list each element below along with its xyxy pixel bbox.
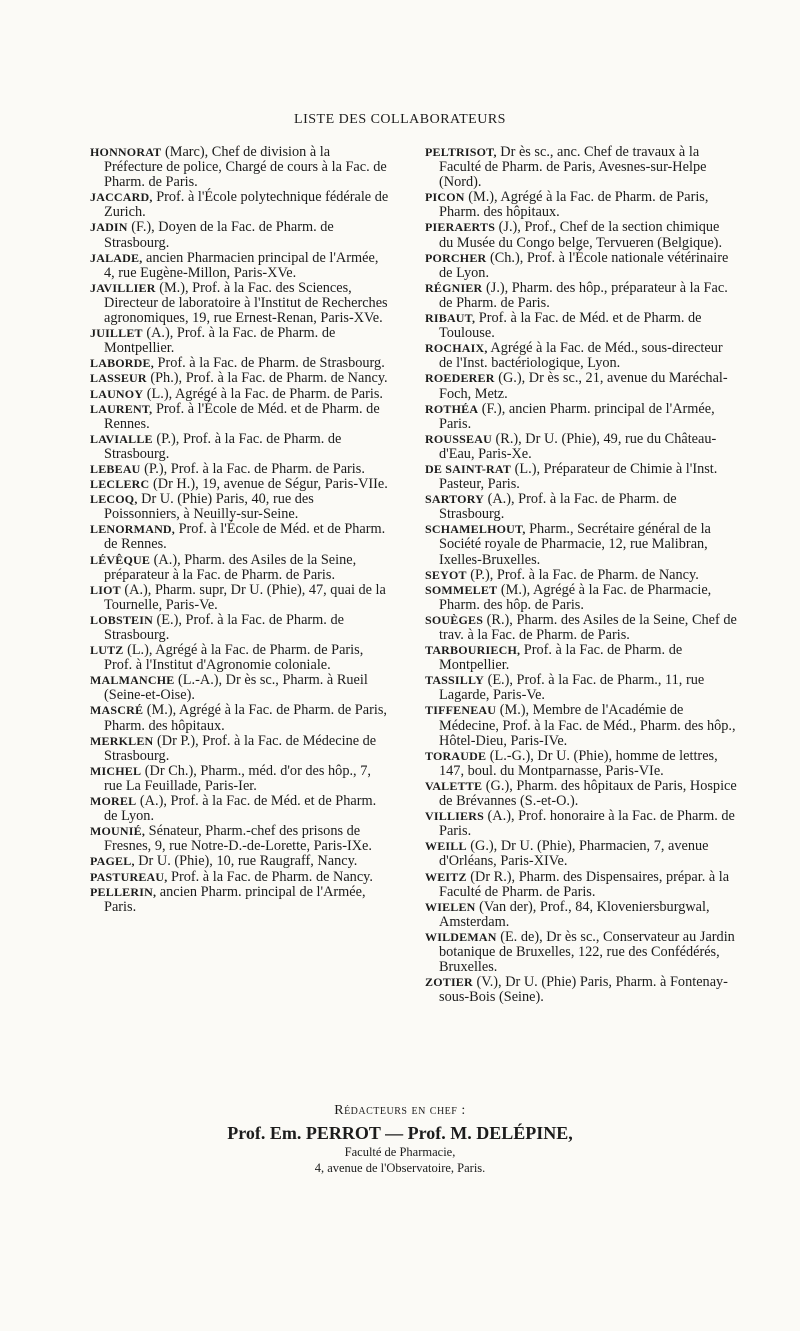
collaborator-details: (M.), Membre de l'Académie de Médecine, Prof. à la Fac. de Méd., Pharm. des hôp., Hôtel-Dieu, Paris-IVe. — [439, 702, 736, 749]
collaborator-entry — [425, 568, 737, 583]
collaborator-entry — [90, 583, 390, 613]
left-column — [90, 145, 390, 915]
collaborator-details: (G.), Pharm. des hôpitaux de Paris, Hospice de Brévannes (S.-et-O.). — [439, 777, 737, 810]
collaborator-details: (A.), Prof. à la Fac. de Pharm. de Strasbourg. — [439, 491, 677, 523]
collaborator-entry — [425, 492, 737, 522]
collaborator-name: JAVILLIER — [90, 280, 156, 295]
collaborator-entry — [90, 251, 390, 281]
collaborator-name: PIERAERTS — [425, 220, 496, 235]
collaborator-entry — [90, 643, 390, 673]
collaborator-name: WIELEN — [425, 899, 476, 914]
collaborator-name: LOBSTEIN — [90, 612, 153, 627]
collaborator-name: JADIN — [90, 220, 128, 235]
collaborator-entry — [90, 432, 390, 462]
collaborator-entry — [90, 477, 390, 492]
collaborator-details: (Dr Ch.), Pharm., méd. d'or des hôp., 7, rue La Feuillade, Paris-Ier. — [104, 762, 371, 794]
collaborator-details: (V.), Dr U. (Phie) Paris, Pharm. à Fontenay-sous-Bois (Seine). — [439, 974, 728, 1006]
collaborator-details: (Marc), Chef de division à la Préfecture de police, Chargé de cours à la Fac. de Pharm. de Paris. — [104, 144, 387, 191]
collaborator-details: (F.), Doyen de la Fac. de Pharm. de Strasbourg. — [104, 219, 334, 251]
collaborator-name: TASSILLY — [425, 673, 484, 688]
collaborator-name: RIBAUT, — [425, 311, 476, 326]
collaborator-details: (A.), Prof. à la Fac. de Pharm. de Montpellier. — [104, 325, 336, 357]
collaborator-details: (Dr P.), Prof. à la Fac. de Médecine de Strasbourg. — [104, 732, 377, 764]
collaborator-name: LÉVÊQUE — [90, 552, 151, 567]
collaborator-name: PICON — [425, 190, 465, 205]
collaborator-name: VALETTE — [425, 778, 483, 793]
collaborator-details: Sénateur, Pharm.-chef des prisons de Fresnes, 9, rue Notre-D.-de-Lorette, Paris-IXe. — [104, 823, 372, 855]
collaborator-details: (L.), Agrégé à la Fac. de Pharm. de Paris. — [146, 385, 384, 402]
collaborator-entry — [425, 809, 737, 839]
right-column — [425, 145, 737, 1005]
collaborator-entry — [90, 326, 390, 356]
editors-label: Rédacteurs en chef : — [334, 1103, 466, 1118]
collaborator-name: LAVIALLE — [90, 431, 153, 446]
collaborator-name: MOREL — [90, 794, 137, 809]
collaborator-details: ancien Pharm. principal de l'Armée, Paris. — [104, 883, 366, 915]
collaborator-entry — [425, 402, 737, 432]
collaborator-entry — [425, 975, 737, 1005]
collaborator-details: (A.), Pharm. supr, Dr U. (Phie), 47, quai de la Tournelle, Paris-Ve. — [104, 581, 386, 613]
collaborator-details: Pharm., Secrétaire général de la Société royale de Pharmacie, 12, rue Malibran, Ixelles-Bruxelles. — [439, 521, 711, 568]
collaborator-entry — [425, 281, 737, 311]
collaborator-entry — [425, 462, 737, 492]
collaborator-details: (P.), Prof. à la Fac. de Pharm. de Paris. — [144, 460, 365, 477]
collaborator-entry — [90, 281, 390, 326]
editors-address: 4, avenue de l'Observatoire, Paris. — [314, 1161, 486, 1175]
collaborator-details: (E.), Prof. à la Fac. de Pharm., 11, rue Lagarde, Paris-Ve. — [439, 672, 705, 704]
collaborator-details: Prof. à l'École de Méd. et de Pharm. de Rennes. — [104, 400, 380, 432]
collaborator-name: ROTHÉA — [425, 401, 479, 416]
collaborator-entry — [425, 900, 737, 930]
collaborator-details: (M.), Prof. à la Fac. des Sciences, Directeur de laboratoire à l'Institut de Recherches agronomiques, 19, rue Ernest-Renan, Paris-XVe. — [104, 279, 388, 327]
collaborator-entry — [425, 613, 737, 643]
collaborator-name: TIFFENEAU — [425, 703, 497, 718]
collaborator-details: (Dr R.), Pharm. des Dispensaires, prépar. à la Faculté de Pharm. de Paris. — [439, 868, 730, 900]
collaborator-details: (J.), Prof., Chef de la section chimique du Musée du Congo belge, Tervueren (Belgique). — [439, 219, 723, 251]
collaborator-entry — [425, 145, 737, 190]
footer — [0, 1103, 800, 1176]
collaborator-name: WEILL — [425, 839, 467, 854]
collaborator-entry — [425, 432, 737, 462]
collaborator-name: SCHAMELHOUT, — [425, 522, 526, 537]
collaborator-name: LECOQ, — [90, 492, 138, 507]
collaborator-entry — [425, 371, 737, 401]
collaborator-details: Dr U. (Phie), 10, rue Raugraff, Nancy. — [138, 853, 358, 870]
collaborator-details: (L.-G.), Dr U. (Phie), homme de lettres, 147, boul. du Montparnasse, Paris-VIe. — [439, 747, 718, 779]
collaborator-details: ancien Pharmacien principal de l'Armée, 4, rue Eugène-Millon, Paris-XVe. — [104, 249, 379, 281]
collaborator-details: (E.), Prof. à la Fac. de Pharm. de Strasbourg. — [104, 611, 344, 643]
collaborator-name: DE SAINT-RAT — [425, 461, 512, 476]
collaborator-name: VILLIERS — [425, 809, 484, 824]
collaborator-details: (E. de), Dr ès sc., Conservateur au Jardin botanique de Bruxelles, 122, rue des Confédérés, Bruxelles. — [439, 928, 735, 976]
collaborator-entry — [425, 673, 737, 703]
collaborator-details: (A.), Prof. honoraire à la Fac. de Pharm. de Paris. — [439, 808, 735, 840]
collaborator-entry — [425, 930, 737, 975]
collaborator-name: ROUSSEAU — [425, 431, 492, 446]
collaborator-details: Prof. à la Fac. de Méd. et de Pharm. de Toulouse. — [439, 310, 702, 342]
collaborator-entry — [425, 749, 737, 779]
collaborator-name: LASSEUR — [90, 371, 147, 386]
page-header: LISTE DES COLLABORATEURS — [294, 112, 506, 127]
collaborator-name: WILDEMAN — [425, 929, 497, 944]
collaborator-entry — [90, 764, 390, 794]
collaborator-entry — [425, 703, 737, 748]
editors-names: Prof. Em. PERROT — Prof. M. DELÉPINE, — [227, 1123, 573, 1143]
collaborator-name: SARTORY — [425, 492, 485, 507]
collaborator-entry — [90, 703, 390, 733]
collaborator-name: LABORDE, — [90, 356, 154, 371]
collaborator-details: Dr ès sc., anc. Chef de travaux à la Faculté de Pharm. de Paris, Avesnes-sur-Helpe (Nord). — [439, 144, 707, 191]
collaborator-name: JUILLET — [90, 326, 143, 341]
collaborator-name: HONNORAT — [90, 145, 162, 159]
collaborator-entry — [425, 522, 737, 567]
collaborator-name: LUTZ — [90, 643, 124, 658]
collaborator-entry — [90, 794, 390, 824]
collaborator-entry — [90, 870, 390, 885]
collaborator-name: PAGEL, — [90, 854, 135, 869]
collaborator-name: JALADE, — [90, 250, 143, 265]
collaborator-entry — [90, 673, 390, 703]
collaborator-details: (Dr H.), 19, avenue de Ségur, Paris-VIIe. — [153, 476, 388, 493]
collaborator-name: LECLERC — [90, 477, 150, 492]
collaborator-details: (L.), Agrégé à la Fac. de Pharm. de Paris, Prof. à l'Institut d'Agronomie coloniale. — [104, 642, 364, 674]
collaborator-details: (F.), ancien Pharm. principal de l'Armée, Paris. — [439, 400, 715, 432]
collaborator-details: Prof. à la Fac. de Pharm. de Strasbourg. — [157, 355, 385, 372]
collaborator-entry — [425, 839, 737, 869]
collaborator-details: Agrégé à la Fac. de Méd., sous-directeur de l'Inst. bactériologique, Lyon. — [439, 340, 723, 372]
collaborator-entry — [425, 190, 737, 220]
collaborator-entry — [425, 779, 737, 809]
collaborator-name: LIOT — [90, 582, 121, 597]
collaborator-entry — [90, 734, 390, 764]
collaborator-name: WEITZ — [425, 869, 467, 884]
collaborator-name: PASTUREAU, — [90, 869, 168, 884]
collaborator-name: JACCARD, — [90, 190, 153, 205]
collaborator-entry — [425, 870, 737, 900]
collaborator-name: MICHEL — [90, 763, 142, 778]
collaborator-details: Prof. à la Fac. de Pharm. de Nancy. — [171, 868, 373, 885]
collaborator-entry — [90, 145, 390, 190]
collaborator-name: ROCHAIX, — [425, 341, 488, 356]
collaborator-details: (M.), Agrégé à la Fac. de Pharm. de Paris, Pharm. des hôpitaux. — [439, 189, 709, 221]
collaborator-details: (R.), Dr U. (Phie), 49, rue du Château-d'Eau, Paris-Xe. — [439, 430, 717, 462]
collaborator-name: TARBOURIECH, — [425, 643, 521, 658]
collaborator-name: PORCHER — [425, 250, 487, 265]
collaborator-name: LAURENT, — [90, 401, 153, 416]
collaborator-details: (P.), Prof. à la Fac. de Pharm. de Strasbourg. — [104, 430, 342, 462]
collaborator-details: Prof. à la Fac. de Pharm. de Montpellier. — [439, 642, 683, 674]
collaborator-name: SOUÈGES — [425, 612, 484, 627]
collaborator-name: MALMANCHE — [90, 673, 175, 688]
collaborator-details: (R.), Pharm. des Asiles de la Seine, Chef de trav. à la Fac. de Pharm. de Paris. — [439, 611, 737, 643]
collaborator-details: (J.), Pharm. des hôp., préparateur à la Fac. de Pharm. de Paris. — [439, 279, 728, 311]
collaborator-entry — [90, 613, 390, 643]
collaborator-details: (P.), Prof. à la Fac. de Pharm. de Nancy. — [470, 566, 699, 583]
collaborator-details: Prof. à l'École polytechnique fédérale de Zurich. — [104, 189, 389, 221]
collaborator-entry — [90, 854, 390, 869]
collaborator-name: SOMMELET — [425, 582, 498, 597]
collaborator-entry — [425, 583, 737, 613]
collaborator-name: PELLERIN, — [90, 884, 157, 899]
collaborator-entry — [90, 220, 390, 250]
collaborator-details: (L.), Préparateur de Chimie à l'Inst. Pasteur, Paris. — [439, 460, 718, 493]
collaborator-entry — [90, 522, 390, 552]
collaborator-name: PELTRISOT, — [425, 145, 497, 159]
collaborator-entry — [90, 371, 390, 386]
collaborator-entry — [425, 643, 737, 673]
collaborator-entry — [90, 356, 390, 371]
collaborator-name: MASCRÉ — [90, 703, 144, 718]
collaborator-details: (A.), Pharm. des Asiles de la Seine, préparateur à la Fac. de Pharm. de Paris. — [104, 551, 357, 583]
collaborator-name: ZOTIER — [425, 975, 473, 990]
collaborator-entry — [425, 220, 737, 250]
collaborator-name: TORAUDE — [425, 748, 487, 763]
collaborator-name: SEYOT — [425, 567, 467, 582]
collaborator-name: MERKLEN — [90, 733, 154, 748]
collaborator-entry — [425, 341, 737, 371]
collaborator-entry — [90, 462, 390, 477]
collaborator-details: (G.), Dr ès sc., 21, avenue du Maréchal-Foch, Metz. — [439, 370, 728, 402]
collaborator-entry — [425, 251, 737, 281]
collaborator-entry — [90, 553, 390, 583]
collaborator-details: (L.-A.), Dr ès sc., Pharm. à Rueil (Seine-et-Oise). — [104, 672, 368, 704]
collaborator-details: (M.), Agrégé à la Fac. de Pharmacie, Pharm. des hôp. de Paris. — [439, 581, 712, 613]
collaborator-name: MOUNIÉ, — [90, 824, 146, 839]
collaborator-entry — [90, 387, 390, 402]
collaborator-name: RÉGNIER — [425, 280, 483, 295]
collaborator-name: ROEDERER — [425, 371, 495, 386]
collaborator-entry — [425, 311, 737, 341]
collaborator-entry — [90, 492, 390, 522]
collaborator-entry — [90, 190, 390, 220]
collaborator-entry — [90, 885, 390, 915]
collaborator-name: LENORMAND, — [90, 522, 175, 537]
collaborator-details: (G.), Dr U. (Phie), Pharmacien, 7, avenue d'Orléans, Paris-XIVe. — [439, 838, 709, 870]
collaborator-details: (Ph.), Prof. à la Fac. de Pharm. de Nancy. — [150, 370, 388, 387]
collaborator-name: LAUNOY — [90, 386, 144, 401]
collaborator-details: (Ch.), Prof. à l'École nationale vétérinaire de Lyon. — [439, 249, 729, 281]
collaborator-details: (A.), Prof. à la Fac. de Méd. et de Pharm. de Lyon. — [104, 793, 377, 825]
collaborator-details: (Van der), Prof., 84, Kloveniersburgwal, Amsterdam. — [439, 898, 710, 930]
editors-affiliation: Faculté de Pharmacie, — [344, 1145, 456, 1159]
collaborator-entry — [90, 824, 390, 854]
collaborator-details: (M.), Agrégé à la Fac. de Pharm. de Paris, Pharm. des hôpitaux. — [104, 702, 387, 734]
collaborator-entry — [90, 402, 390, 432]
collaborator-name: LEBEAU — [90, 461, 141, 476]
collaborator-details: Prof. à l'École de Méd. et de Pharm. de Rennes. — [104, 521, 386, 553]
collaborator-details: Dr U. (Phie) Paris, 40, rue des Poissonniers, à Neuilly-sur-Seine. — [104, 491, 314, 523]
